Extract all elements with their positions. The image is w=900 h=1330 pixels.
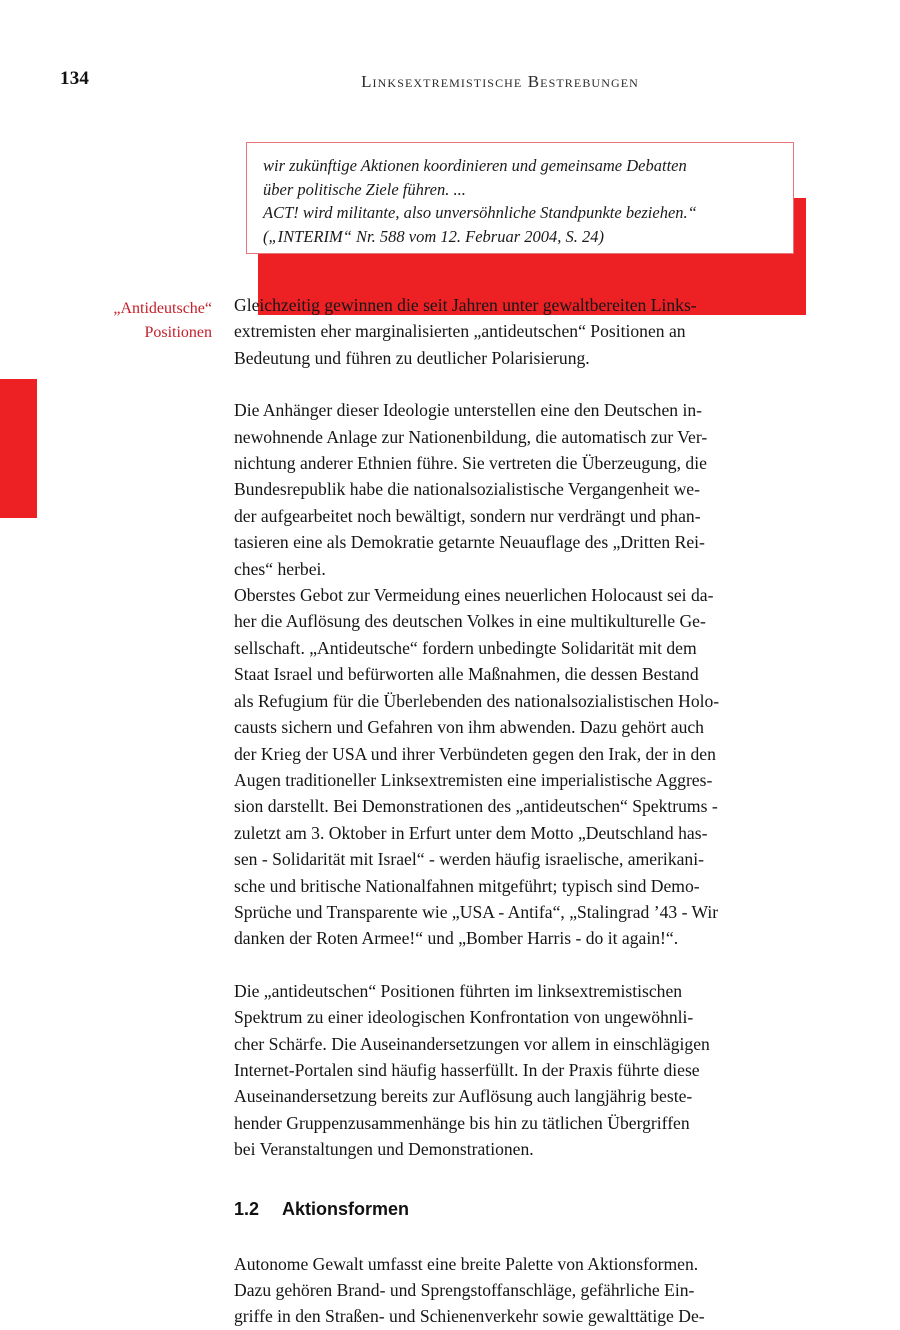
running-head: Linksextremistische Bestrebungen	[361, 72, 639, 91]
text-line: her die Auflösung des deutschen Volkes in eine multikulturelle Ge-	[234, 611, 706, 632]
text-line: sellschaft. „Antideutsche“ fordern unbedingte Solidarität mit dem	[234, 637, 697, 658]
text-line: Augen traditioneller Linksextremisten eine imperialistische Aggres-	[234, 769, 713, 790]
text-line: Bedeutung und führen zu deutlicher Polarisierung.	[234, 347, 590, 368]
red-margin-tab	[0, 379, 37, 518]
text-line: causts sichern und Gefahren von ihm abwenden. Dazu gehört auch	[234, 717, 704, 738]
section-heading	[234, 1196, 796, 1222]
text-line: Sprüche und Transparente wie „USA - Antifa“, „Stalingrad ’43 - Wir	[234, 901, 719, 922]
paragraph	[234, 978, 796, 1163]
text-line: danken der Roten Armee!“ und „Bomber Harris - do it again!“.	[234, 928, 679, 949]
text-line: Autonome Gewalt umfasst eine breite Palette von Aktionsformen.	[234, 1253, 699, 1274]
text-line: ches“ herbei.	[234, 558, 326, 579]
section-title: Aktionsformen	[282, 1198, 410, 1219]
text-line: Staat Israel und befürworten alle Maßnahmen, die dessen Bestand	[234, 664, 699, 685]
quote-box	[246, 142, 794, 254]
text-line: hender Gruppenzusammenhänge bis hin zu tätlichen Übergriffen	[234, 1112, 690, 1133]
text-line: tasieren eine als Demokratie getarnte Neuauflage des „Dritten Rei-	[234, 532, 705, 553]
text-line: cher Schärfe. Die Auseinandersetzungen vor allem in einschlägigen	[234, 1033, 710, 1054]
quote-source: („INTERIM“ Nr. 588 vom 12. Februar 2004, S. 24)	[263, 226, 604, 246]
text-line: Die „antideutschen“ Positionen führten im linksextremistischen	[234, 980, 683, 1001]
text-line: Oberstes Gebot zur Vermeidung eines neuerlichen Holocaust sei da-	[234, 585, 714, 606]
text-line: Bundesrepublik habe die nationalsozialistische Vergangenheit we-	[234, 479, 700, 500]
text-line: als Refugium für die Überlebenden des nationalsozialistischen Holo-	[234, 690, 720, 711]
paragraph	[234, 292, 796, 371]
text-line: griffe in den Straßen- und Schienenverkehr sowie gewalttätige De-	[234, 1306, 705, 1327]
margin-note	[60, 297, 212, 345]
body-column	[234, 292, 796, 1330]
section-number: 1.2	[234, 1198, 260, 1219]
margin-note-line: Positionen	[144, 324, 212, 341]
text-line: nichtung anderer Ethnien führe. Sie vertreten die Überzeugung, die	[234, 453, 707, 474]
quote-line: wir zukünftige Aktionen koordinieren und gemeinsame Debatten	[263, 156, 687, 175]
text-line: bei Veranstaltungen und Demonstrationen.	[234, 1139, 534, 1160]
text-line: Spektrum zu einer ideologischen Konfrontation von ungewöhnli-	[234, 1007, 694, 1028]
paragraph	[234, 582, 796, 952]
text-line: der aufgearbeitet noch bewältigt, sondern nur verdrängt und phan-	[234, 505, 701, 526]
text-line: Dazu gehören Brand- und Sprengstoffanschläge, gefährliche Ein-	[234, 1280, 695, 1300]
text-line: sion darstellt. Bei Demonstrationen des „antideutschen“ Spektrums -	[234, 796, 718, 817]
text-line: newohnende Anlage zur Nationenbildung, die automatisch zur Ver-	[234, 426, 708, 447]
text-line: Internet-Portalen sind häufig hasserfüllt. In der Praxis führte diese	[234, 1059, 700, 1080]
text-line: sche und britische Nationalfahnen mitgeführt; typisch sind Demo-	[234, 875, 700, 896]
text-line: zuletzt am 3. Oktober in Erfurt unter dem Motto „Deutschland has-	[234, 822, 708, 843]
paragraph	[234, 397, 796, 582]
text-line: Auseinandersetzung bereits zur Auflösung auch langjährig beste-	[234, 1086, 693, 1107]
quote-line: ACT! wird militante, also unversöhnliche Standpunkte beziehen.“	[263, 203, 697, 222]
quote-block	[246, 142, 794, 254]
text-line: der Krieg der USA und ihrer Verbündeten gegen den Irak, der in den	[234, 743, 716, 764]
text-line: sen - Solidarität mit Israel“ - werden häufig israelische, amerikani-	[234, 849, 704, 870]
text-line: Die Anhänger dieser Ideologie unterstellen eine den Deutschen in-	[234, 400, 703, 421]
text-line: Gleichzeitig gewinnen die seit Jahren unter gewaltbereiten Links-	[234, 295, 697, 315]
paragraph	[234, 1251, 796, 1330]
page-number: 134	[60, 68, 90, 89]
margin-note-line: „Antideutsche“	[113, 300, 212, 317]
quote-line: über politische Ziele führen. ...	[263, 179, 466, 199]
text-line: extremisten eher marginalisierten „antideutschen“ Positionen an	[234, 321, 686, 342]
